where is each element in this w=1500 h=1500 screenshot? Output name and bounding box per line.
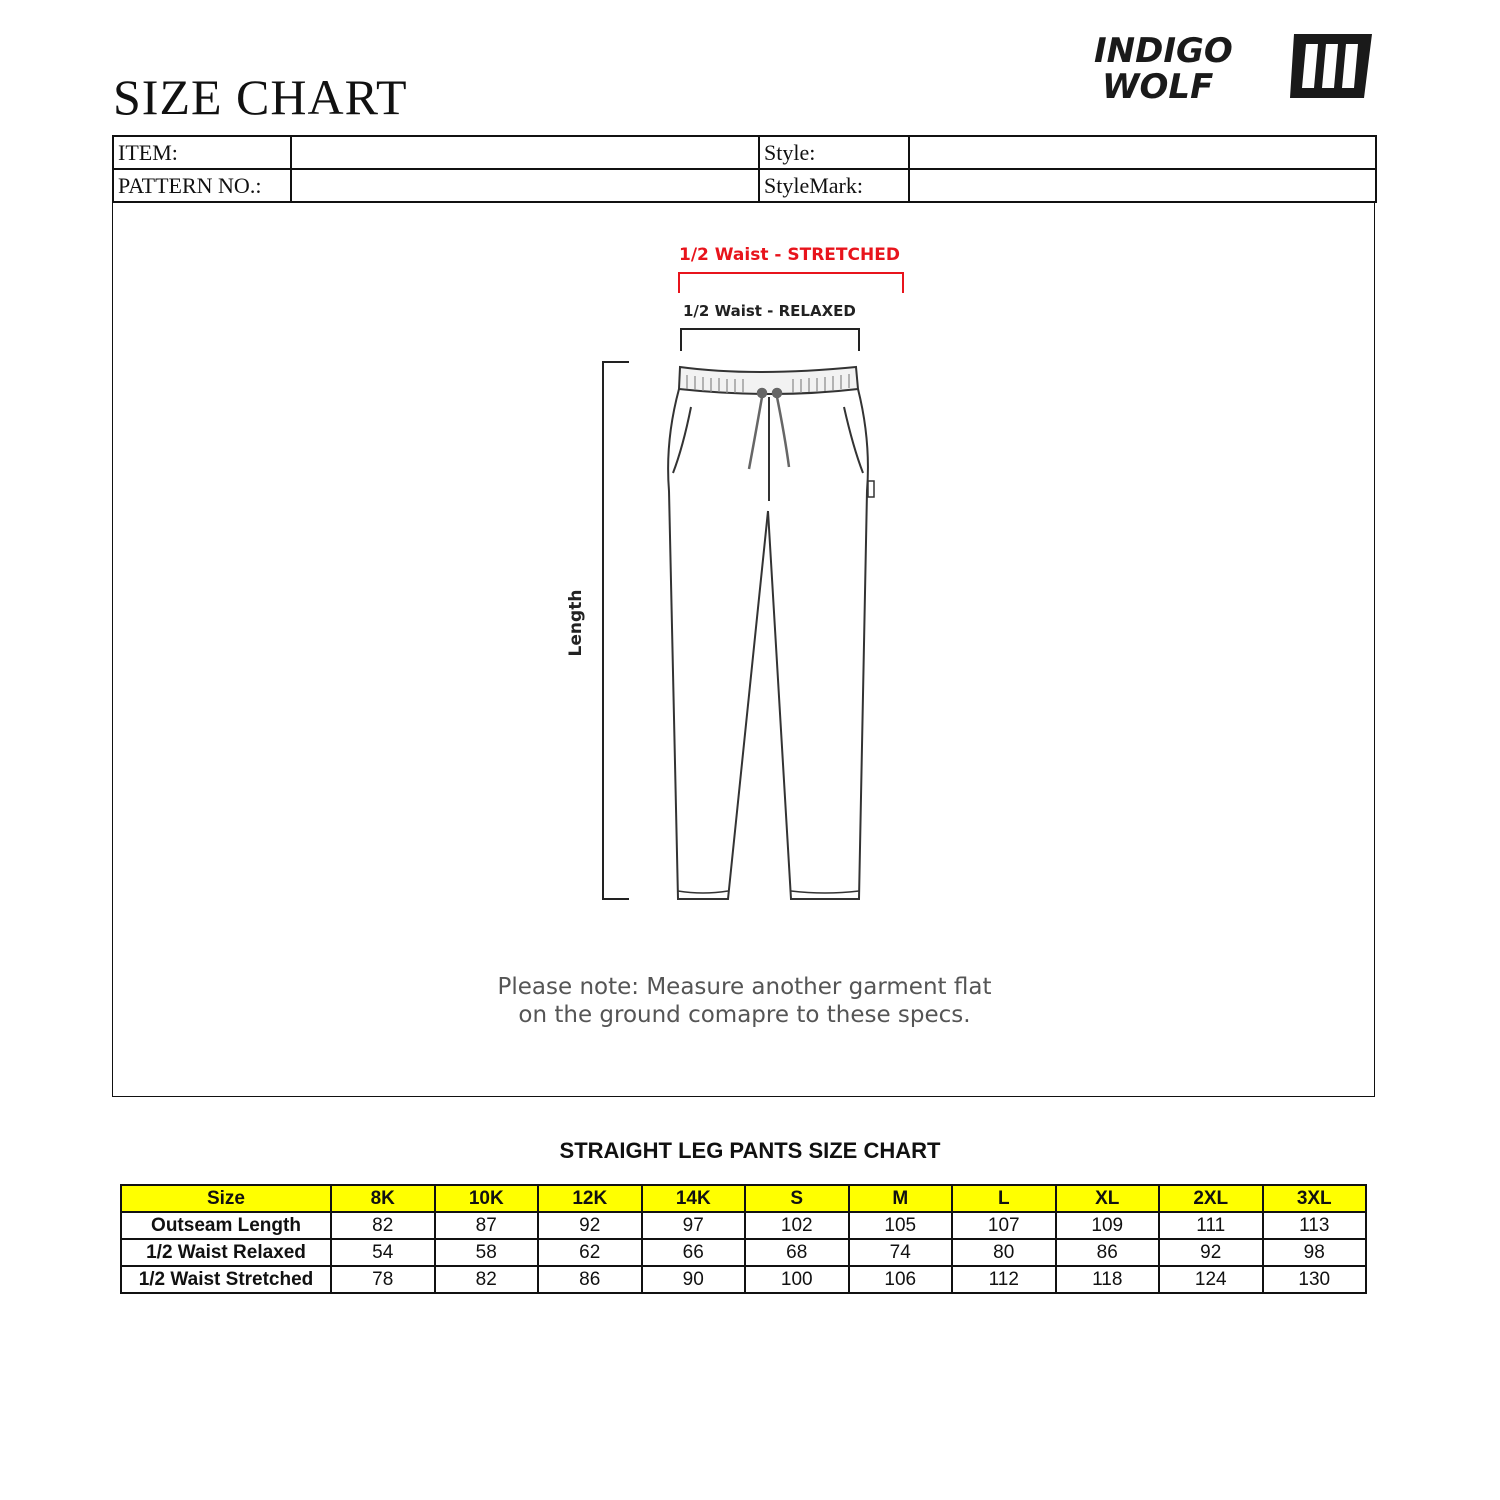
size-header-14k: 14K <box>642 1185 746 1212</box>
size-header-3xl: 3XL <box>1263 1185 1367 1212</box>
measurement-diagram-panel <box>112 201 1375 1097</box>
table-cell: 109 <box>1056 1212 1160 1239</box>
pants-outline <box>668 367 874 899</box>
length-bracket <box>603 362 629 899</box>
measurement-note <box>113 973 1376 1029</box>
style-label: Style: <box>759 136 909 169</box>
header-row-item <box>113 136 1376 169</box>
table-cell: 80 <box>952 1239 1056 1266</box>
table-cell: 118 <box>1056 1266 1160 1293</box>
pattern-value-field[interactable] <box>291 169 759 202</box>
size-header-xl: XL <box>1056 1185 1160 1212</box>
measurement-note-line2: on the ground comapre to these specs. <box>518 1002 971 1028</box>
table-cell: 111 <box>1159 1212 1263 1239</box>
brand-logo-line1: INDIGO <box>1094 31 1233 71</box>
waist-relaxed-label: 1/2 Waist - RELAXED <box>683 302 856 320</box>
size-header-2xl: 2XL <box>1159 1185 1263 1212</box>
table-cell: 62 <box>538 1239 642 1266</box>
pants-measurement-diagram <box>113 201 1376 1097</box>
row-label: Outseam Length <box>121 1212 331 1239</box>
waist-relaxed-bracket <box>681 329 859 351</box>
table-cell: 66 <box>642 1239 746 1266</box>
pattern-label: PATTERN NO.: <box>113 169 291 202</box>
size-header-m: M <box>849 1185 953 1212</box>
stylemark-value-field[interactable] <box>909 169 1376 202</box>
item-header-table <box>112 135 1377 203</box>
size-header-l: L <box>952 1185 1056 1212</box>
table-cell: 82 <box>435 1266 539 1293</box>
brand-mark-icon <box>1290 34 1372 98</box>
waist-stretched-label: 1/2 Waist - STRETCHED <box>679 245 900 265</box>
table-cell: 97 <box>642 1212 746 1239</box>
table-cell: 106 <box>849 1266 953 1293</box>
table-cell: 74 <box>849 1239 953 1266</box>
length-label: Length <box>566 589 586 657</box>
measurement-note-line1: Please note: Measure another garment flat <box>497 974 992 1000</box>
size-chart-title: STRAIGHT LEG PANTS SIZE CHART <box>559 1138 941 1163</box>
table-cell: 54 <box>331 1239 435 1266</box>
brand-logo-line2: WOLF <box>1102 67 1214 104</box>
size-header-8k: 8K <box>331 1185 435 1212</box>
size-header-s: S <box>745 1185 849 1212</box>
brand-logo <box>1092 30 1382 104</box>
header-row-pattern <box>113 169 1376 202</box>
table-cell: 102 <box>745 1212 849 1239</box>
row-label: 1/2 Waist Stretched <box>121 1266 331 1293</box>
table-cell: 113 <box>1263 1212 1367 1239</box>
table-cell: 82 <box>331 1212 435 1239</box>
item-value-field[interactable] <box>291 136 759 169</box>
table-cell: 87 <box>435 1212 539 1239</box>
size-header-10k: 10K <box>435 1185 539 1212</box>
table-cell: 86 <box>1056 1239 1160 1266</box>
table-cell: 68 <box>745 1239 849 1266</box>
table-cell: 124 <box>1159 1266 1263 1293</box>
table-row <box>121 1212 1366 1239</box>
style-value-field[interactable] <box>909 136 1376 169</box>
row-label: 1/2 Waist Relaxed <box>121 1239 331 1266</box>
table-row <box>121 1239 1366 1266</box>
table-cell: 90 <box>642 1266 746 1293</box>
waist-stretched-bracket <box>679 273 903 293</box>
size-header-label: Size <box>121 1185 331 1212</box>
size-chart-table <box>120 1184 1367 1294</box>
size-header-row <box>121 1185 1366 1212</box>
table-cell: 130 <box>1263 1266 1367 1293</box>
table-cell: 86 <box>538 1266 642 1293</box>
table-cell: 78 <box>331 1266 435 1293</box>
table-cell: 105 <box>849 1212 953 1239</box>
size-header-12k: 12K <box>538 1185 642 1212</box>
table-cell: 92 <box>1159 1239 1263 1266</box>
table-row <box>121 1266 1366 1293</box>
table-cell: 58 <box>435 1239 539 1266</box>
stylemark-label: StyleMark: <box>759 169 909 202</box>
table-cell: 107 <box>952 1212 1056 1239</box>
item-label: ITEM: <box>113 136 291 169</box>
page-title: SIZE CHART <box>113 69 408 125</box>
table-cell: 112 <box>952 1266 1056 1293</box>
table-cell: 92 <box>538 1212 642 1239</box>
table-cell: 98 <box>1263 1239 1367 1266</box>
table-cell: 100 <box>745 1266 849 1293</box>
